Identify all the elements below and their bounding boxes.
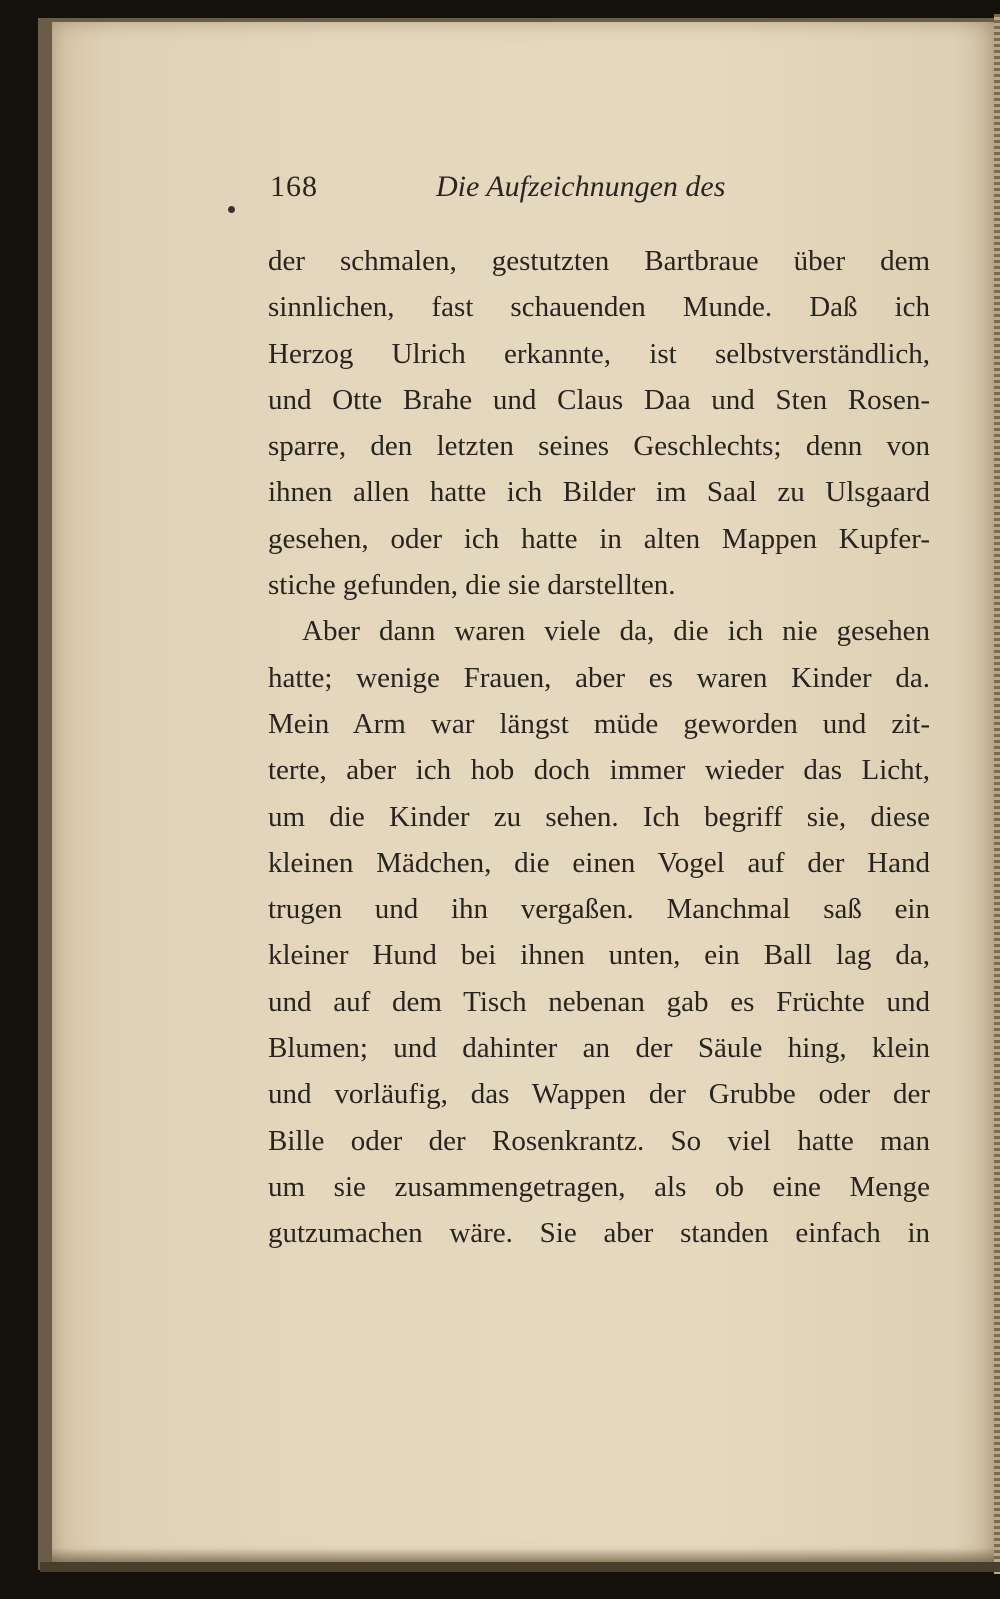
page-number: 168: [270, 170, 318, 203]
page-edge-right: [994, 14, 1000, 1574]
text-line: terte, aber ich hob doch immer wieder das Licht,: [268, 754, 930, 787]
text-line: trugen und ihn vergaßen. Manchmal saß ein: [268, 893, 930, 926]
text-line: kleinen Mädchen, die einen Vogel auf der Hand: [268, 846, 930, 879]
text-line: Herzog Ulrich erkannte, ist selbstverständlich,: [268, 337, 930, 370]
text-line: hatte; wenige Frauen, aber es waren Kinder da.: [268, 661, 930, 694]
text-line: ihnen allen hatte ich Bilder im Saal zu Ulsgaard: [268, 476, 930, 509]
text-line: sparre, den letzten seines Geschlechts; denn von: [268, 430, 930, 463]
text-line: gutzumachen wäre. Sie aber standen einfach in: [268, 1217, 930, 1250]
page-edge-bottom: [40, 1562, 1000, 1572]
text-line: um sie zusammengetragen, als ob eine Menge: [268, 1170, 930, 1203]
text-line: gesehen, oder ich hatte in alten Mappen Kupfer-: [268, 522, 930, 555]
paragraph-start-line: Aber dann waren viele da, die ich nie gesehen: [302, 615, 930, 648]
text-line: sinnlichen, fast schauenden Munde. Daß ich: [268, 291, 930, 324]
text-line: Bille oder der Rosenkrantz. So viel hatte man: [268, 1124, 930, 1157]
running-title: Die Aufzeichnungen des: [436, 170, 726, 203]
ink-speck: [228, 206, 235, 213]
text-line: und vorläufig, das Wappen der Grubbe oder der: [268, 1078, 930, 1111]
text-line: um die Kinder zu sehen. Ich begriff sie, diese: [268, 800, 930, 833]
text-line: Blumen; und dahinter an der Säule hing, klein: [268, 1032, 930, 1065]
text-line: und auf dem Tisch nebenan gab es Früchte und: [268, 985, 930, 1018]
paragraph-end-line: stiche gefunden, die sie darstellten.: [268, 569, 676, 602]
text-line: kleiner Hund bei ihnen unten, ein Ball lag da,: [268, 939, 930, 972]
text-line: der schmalen, gestutzten Bartbraue über dem: [268, 245, 930, 277]
text-line: und Otte Brahe und Claus Daa und Sten Rosen-: [268, 383, 930, 416]
body-text: [268, 238, 930, 1257]
text-line: Mein Arm war längst müde geworden und zit-: [268, 707, 930, 740]
running-head: [270, 170, 770, 210]
